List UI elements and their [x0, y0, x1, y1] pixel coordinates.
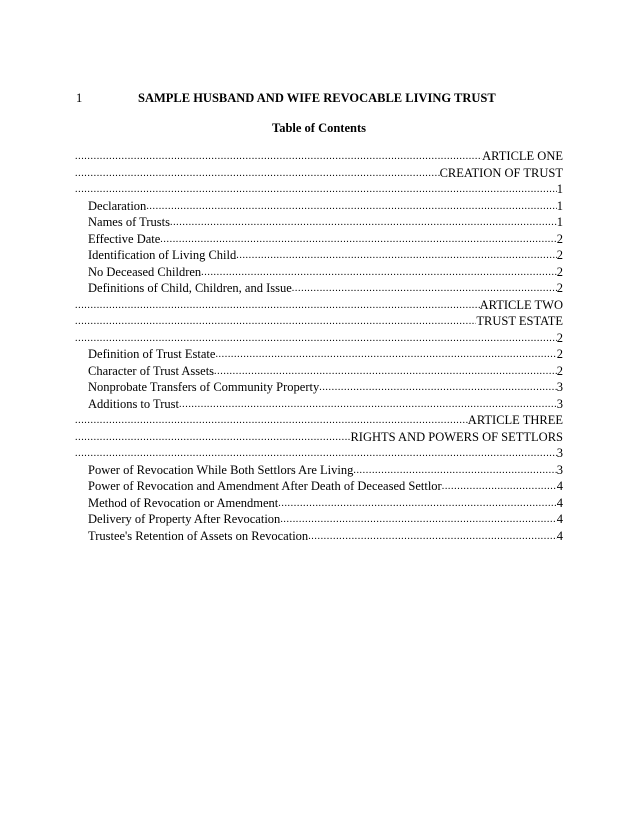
toc-dot-leader [201, 265, 557, 281]
toc-entry[interactable] [75, 511, 563, 528]
toc-dot-leader [75, 149, 482, 165]
toc-entry-reference: 2 [556, 347, 563, 361]
toc-entry-reference: ARTICLE TWO [479, 297, 563, 312]
toc-entry-reference: CREATION OF TRUST [439, 165, 563, 180]
toc-dot-leader [160, 232, 556, 248]
toc-entry[interactable] [75, 313, 563, 330]
toc-entry[interactable] [75, 165, 563, 182]
toc-dot-leader [75, 413, 468, 429]
page-number: 1 [76, 91, 83, 105]
toc-dot-leader [292, 281, 557, 297]
toc-entry-reference: 4 [556, 512, 563, 526]
toc-heading-text: Table of Contents [272, 121, 366, 135]
toc-entry[interactable] [75, 412, 563, 429]
toc-entry-reference: 1 [556, 215, 563, 229]
toc-entry[interactable] [75, 495, 563, 512]
toc-entry-reference: ARTICLE THREE [467, 413, 563, 427]
toc-entry-reference: 2 [556, 281, 563, 295]
toc-entry-label: Trustee's Retention of Assets on Revocation [88, 528, 309, 543]
toc-entry[interactable] [75, 462, 563, 479]
table-of-contents [75, 148, 563, 544]
toc-dot-leader [215, 347, 556, 363]
toc-entry-label: Method of Revocation or Amendment [88, 495, 279, 510]
toc-entry-label: Declaration [88, 198, 147, 213]
toc-entry-reference: 3 [556, 446, 563, 460]
toc-entry[interactable] [75, 247, 563, 264]
toc-entry-label: No Deceased Children [88, 264, 202, 279]
toc-dot-leader [75, 166, 440, 182]
toc-entry[interactable] [75, 445, 563, 462]
toc-dot-leader [308, 529, 557, 545]
toc-entry-reference: 2 [556, 264, 563, 279]
toc-entry[interactable] [75, 297, 563, 314]
toc-entry[interactable] [75, 396, 563, 413]
toc-entry[interactable] [75, 478, 563, 495]
toc-entry[interactable] [75, 363, 563, 380]
toc-dot-leader [75, 331, 557, 347]
toc-entry-label: Character of Trust Assets [88, 363, 215, 378]
toc-entry-reference: 1 [556, 182, 563, 196]
toc-entry-reference: 4 [556, 528, 563, 543]
toc-dot-leader [75, 314, 476, 330]
toc-dot-leader [280, 512, 556, 528]
toc-entry-reference: 4 [556, 479, 563, 493]
toc-entry[interactable] [75, 330, 563, 347]
toc-dot-leader [236, 248, 557, 264]
toc-dot-leader [75, 298, 480, 314]
toc-entry[interactable] [75, 148, 563, 165]
toc-entry[interactable] [75, 214, 563, 231]
toc-entry-reference: 2 [556, 330, 563, 345]
toc-entry-label: Effective Date [88, 231, 161, 246]
toc-entry[interactable] [75, 429, 563, 446]
toc-entry-reference: 2 [556, 248, 563, 262]
toc-dot-leader [353, 463, 556, 479]
toc-entry-reference: 3 [556, 380, 563, 394]
toc-entry-reference: 1 [556, 198, 563, 213]
toc-entry-label: Definition of Trust Estate [88, 347, 216, 361]
toc-entry[interactable] [75, 528, 563, 545]
toc-dot-leader [442, 479, 557, 495]
toc-entry[interactable] [75, 198, 563, 215]
toc-entry-reference: 2 [556, 363, 563, 378]
toc-dot-leader [214, 364, 557, 380]
toc-dot-leader [75, 446, 557, 462]
toc-entry-reference: 4 [556, 495, 563, 510]
toc-dot-leader [179, 397, 557, 413]
toc-entry-label: Nonprobate Transfers of Community Property [88, 380, 320, 394]
toc-entry-label: Names of Trusts [88, 215, 170, 229]
toc-entry-reference: 3 [556, 396, 563, 411]
toc-entry[interactable] [75, 346, 563, 363]
toc-entry-label: Delivery of Property After Revocation [88, 512, 281, 526]
toc-entry[interactable] [75, 231, 563, 248]
toc-dot-leader [170, 215, 557, 231]
toc-entry-reference: TRUST ESTATE [476, 314, 563, 328]
toc-entry[interactable] [75, 379, 563, 396]
toc-entry[interactable] [75, 264, 563, 281]
toc-dot-leader [278, 496, 557, 512]
toc-entry-label: Additions to Trust [88, 396, 180, 411]
toc-dot-leader [75, 430, 350, 446]
toc-entry-label: Power of Revocation While Both Settlors Are Living [88, 462, 354, 477]
toc-entry-reference: RIGHTS AND POWERS OF SETTLORS [350, 429, 563, 444]
toc-entry-label: Definitions of Child, Children, and Issue [88, 281, 292, 295]
document-title: SAMPLE HUSBAND AND WIFE REVOCABLE LIVING TRUST [138, 91, 496, 105]
toc-entry-reference: ARTICLE ONE [482, 149, 563, 163]
toc-heading [0, 120, 638, 136]
toc-dot-leader [75, 182, 557, 198]
toc-entry[interactable] [75, 280, 563, 297]
toc-entry-reference: 3 [556, 462, 563, 477]
toc-dot-leader [319, 380, 557, 396]
toc-entry-reference: 2 [556, 231, 563, 246]
toc-entry-label: Power of Revocation and Amendment After Death of Deceased Settlor [88, 479, 442, 493]
toc-entry[interactable] [75, 181, 563, 198]
toc-entry-label: Identification of Living Child [88, 248, 237, 262]
toc-dot-leader [146, 199, 556, 215]
